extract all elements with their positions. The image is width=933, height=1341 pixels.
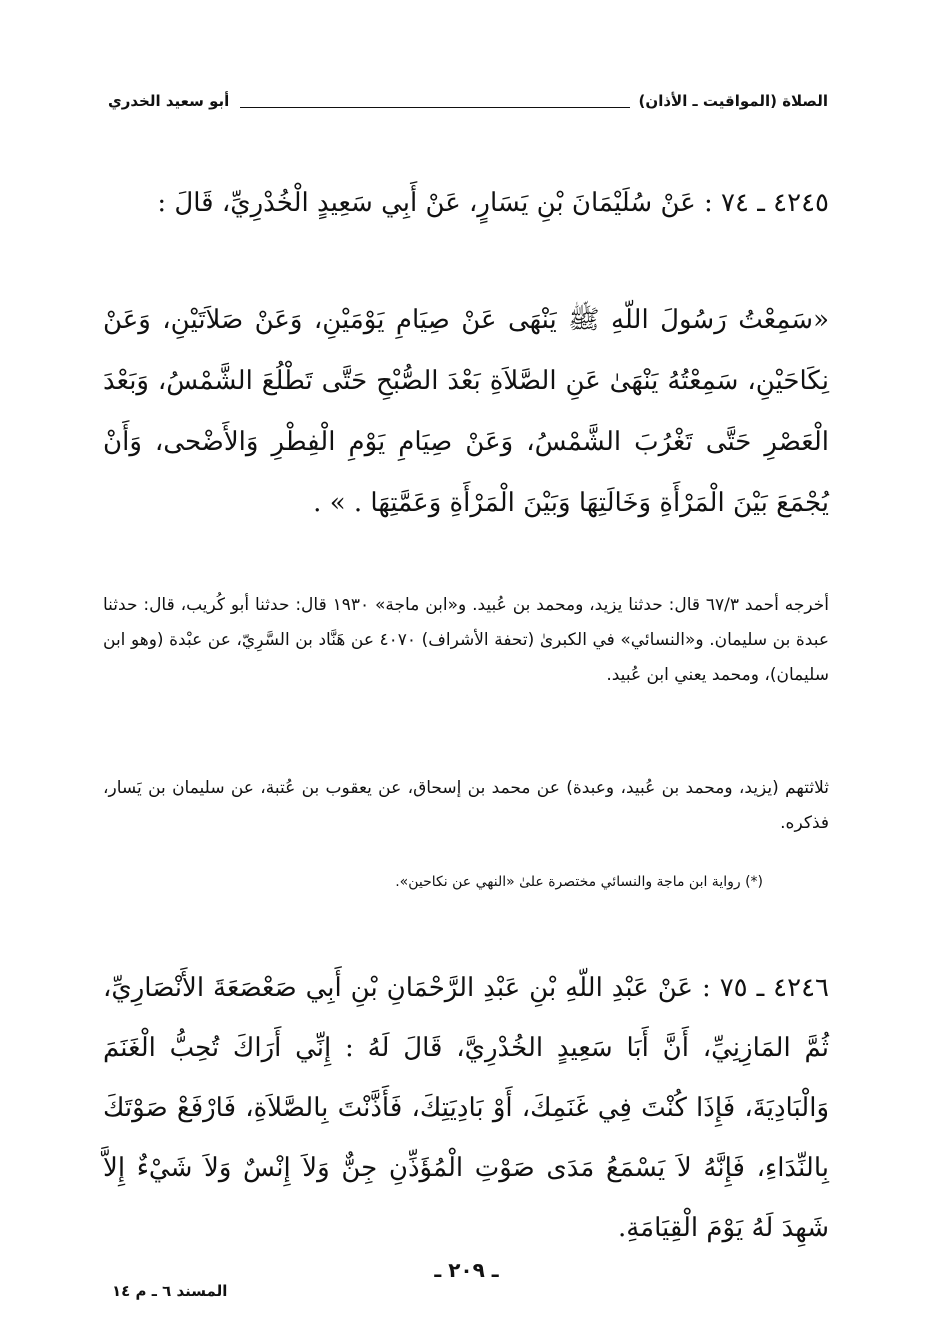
hadith-4246-text: ٤٢٤٦ ـ ٧٥ : عَنْ عَبْدِ اللّهِ بْنِ عَبْدِ الرَّحْمَانِ بْنِ أَبِي صَعْصَعَةَ الأَنْصَارِيِّ، ثُمَّ المَازِنِيِّ، أَنَّ أَبَا سَعِيدٍ الخُدْرِيَّ، قَالَ لَهُ : إِنِّي أَرَاكَ تُحِبُّ الْغَنَمَ وَالْبَادِيَةَ، فَإِذَا كُنْتَ فِي غَنَمِكَ، أَوْ بَادِيَتِكَ، فَأَذَّنْتَ بِالصَّلاَةِ، فَارْفَعْ صَوْتَكَ بِالنِّدَاءِ، فَإِنَّهُ لاَ يَسْمَعُ مَدَى صَوْتِ الْمُؤَذِّنِ جِنٌّ وَلاَ إِنْسٌ وَلاَ شَيْءٌ إِلاَّ شَهِدَ لَهُ يَوْمَ الْقِيَامَةِ.	[103, 973, 829, 1243]
header-rule	[240, 107, 630, 108]
hadith-4245-intro	[103, 172, 829, 234]
hadith-4245-matn-text: «سَمِعْتُ رَسُولَ اللّهِ ﷺ يَنْهَى عَنْ صِيَامِ يَوْمَيْنِ، وَعَنْ صَلاَتَيْنِ، وَعَنْ نِكَاحَيْنِ، سَمِعْتُهُ يَنْهَىٰ عَنِ الصَّلاَةِ بَعْدَ الصُّبْحِ حَتَّى تَطْلُعَ الشَّمْسُ، وَبَعْدَ الْعَصْرِ حَتَّى تَغْرُبَ الشَّمْسُ، وَعَنْ صِيَامِ يَوْمِ الْفِطْرِ وَالأَضْحى، وَأَنْ يُجْمَعَ بَيْنَ الْمَرْأَةِ وَخَالَتِهَا وَبَيْنَ الْمَرْأَةِ وَعَمَّتِهَا . » .	[103, 305, 829, 518]
signature-mark: المسند ٦ ـ م ١٤	[112, 1282, 228, 1300]
isnad-text: ثلاثتهم (يزيد، ومحمد بن عُبيد، وعبدة) عن محمد بن إسحاق، عن يعقوب بن عُتبة، عن سليمان بن يَسار، فذكره.	[103, 778, 829, 833]
footnote: (*) رواية ابن ماجة والنسائي مختصرة علىٰ «النهي عن نكاحين».	[395, 874, 763, 890]
hadith-4245-matn	[103, 290, 829, 534]
chapter-title: الصلاة (المواقيت ـ الأذان)	[638, 92, 828, 110]
isnad-note	[103, 771, 829, 841]
takhrij-text: أخرجه أحمد ٦٧/٣ قال: حدثنا يزيد، ومحمد بن عُبيد. و«ابن ماجة» ١٩٣٠ قال: حدثنا أبو كُريب، قال: حدثنا عبدة بن سليمان. و«النسائي» في الكبرىٰ (تحفة الأشراف) ٤٠٧٠ عن هَنَّاد بن السَّرِيّ، عن عبْدة (وهو ابن سليمان)، ومحمد يعني ابن عُبيد.	[103, 595, 830, 685]
narrator-name: أبو سعيد الخدري	[108, 92, 230, 110]
takhrij-note	[103, 588, 829, 693]
hadith-4245-intro-text: ٤٢٤٥ ـ ٧٤ : عَنْ سُلَيْمَانَ بْنِ يَسَارٍ، عَنْ أَبِي سَعِيدٍ الْخُدْرِيِّ، قَالَ :	[157, 188, 829, 218]
running-header	[108, 92, 828, 118]
hadith-4246	[103, 958, 829, 1258]
page-number: ـ ٢٠٩ ـ	[434, 1258, 499, 1282]
